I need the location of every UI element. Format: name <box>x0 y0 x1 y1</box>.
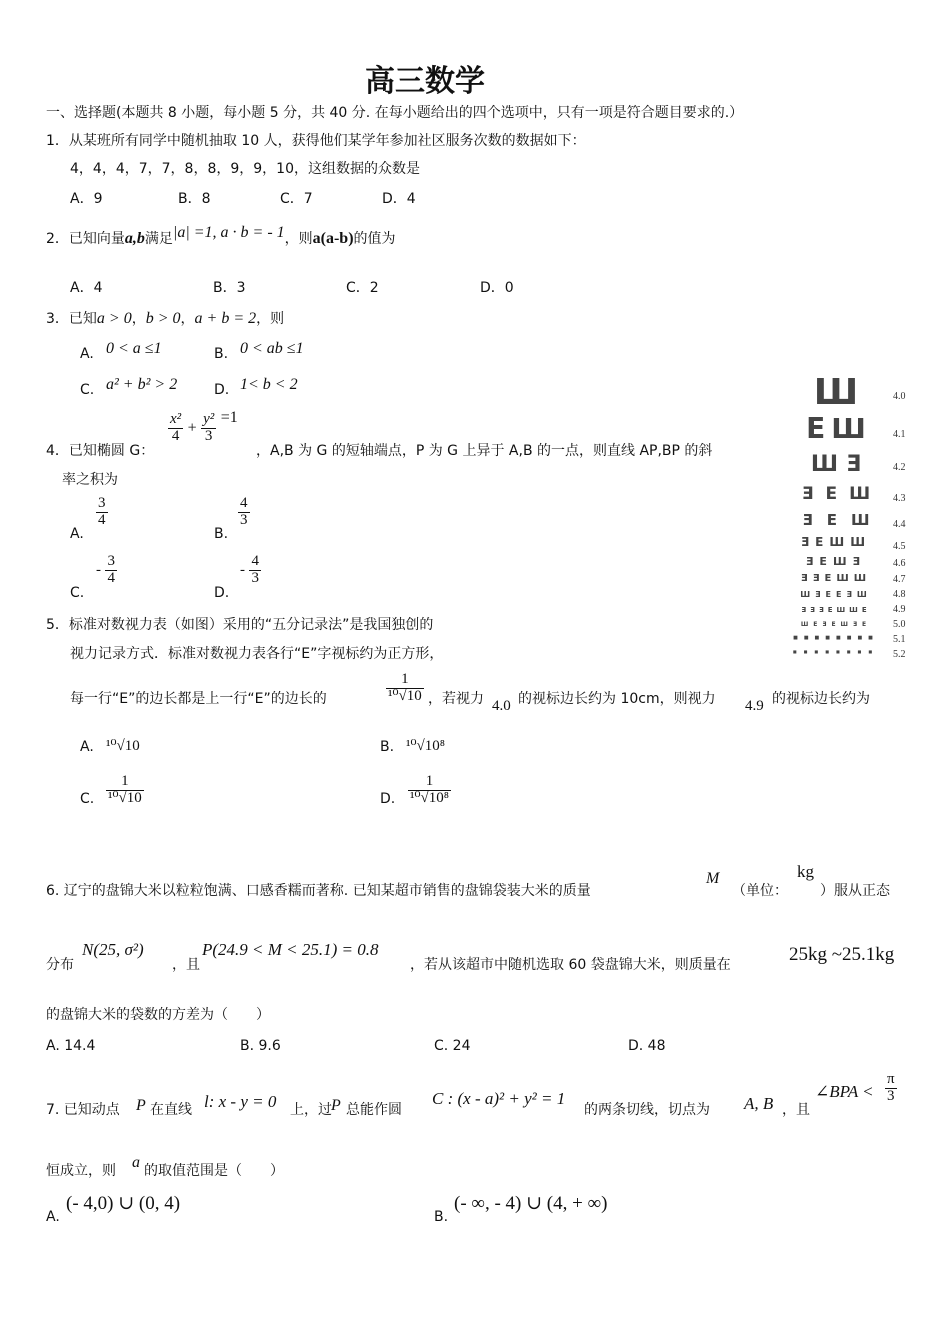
eye-chart-row <box>790 573 882 584</box>
q6-line1b: （单位： <box>732 883 788 899</box>
q1-data: 4，4，4，7，7，8，8，9，9，10，这组数据的众数是 <box>70 161 420 177</box>
q6-option-b: B. 9.6 <box>240 1038 281 1054</box>
q4-d-sign: - <box>240 561 245 578</box>
q7-point-p-2: P <box>331 1097 341 1114</box>
e-symbol-icon: Ш <box>813 372 859 413</box>
q4-x-num: x² <box>170 411 182 427</box>
q7-angle: ∠BPA < <box>815 1082 874 1101</box>
eye-chart-row <box>790 535 882 549</box>
q5-line1: 5．标准对数视力表（如图）采用的“五分记录法”是我国独创的 <box>46 617 434 633</box>
q7-line-equation: l: x - y = 0 <box>204 1092 277 1111</box>
q3-option-b-math: 0 < ab ≤1 <box>240 340 304 357</box>
eye-chart-row <box>790 606 882 614</box>
q6-unit: kg <box>797 862 814 881</box>
q4-option-c-label: C. <box>70 585 85 601</box>
q5-option-d-frac <box>408 774 451 807</box>
q4-stem: ，A,B 为 G 的短轴端点，P 为 G 上异于 A,B 的一点，则直线 AP,BP 的斜 <box>256 443 713 459</box>
q6-mass-var: M <box>706 870 720 887</box>
q5-option-a-math: ¹⁰√10 <box>106 738 140 754</box>
q1-option-c: C．7 <box>280 191 313 207</box>
chart-value: 4.0 <box>893 391 906 402</box>
q2-option-d: D．0 <box>480 280 514 296</box>
q2-condition: |a| =1, a · b = - 1 <box>172 224 285 241</box>
q4-d-den: 3 <box>251 569 259 586</box>
q5-line3c: 的视标边长约为 10cm，则视力 <box>518 691 716 707</box>
q5-line3a: 每一行“E”的边长都是上一行“E”的边长的 <box>70 691 327 707</box>
q4-ellipse-equation: $\frac{\text{x²}}{4}$ + $\frac{\text{y²}}{3}$ =1 <box>170 409 238 444</box>
q3-prefix: 3．已知 <box>46 311 97 327</box>
q3-option-a-label: A. <box>80 346 94 362</box>
q2-option-c: C．2 <box>346 280 379 296</box>
q4-prefix: 4．已知椭圆 G： <box>46 443 155 459</box>
q5-d-num: 1 <box>408 774 451 791</box>
q4-stem-line2: 率之积为 <box>62 472 118 488</box>
q3-option-d-math: 1< b < 2 <box>240 376 298 393</box>
chart-value: 4.7 <box>893 574 906 585</box>
q2-expression: a(a-b) <box>312 230 354 247</box>
chart-value: 5.0 <box>893 619 906 630</box>
page-title: 高三数学 <box>365 64 485 99</box>
e-symbol-icon: ƎΕШƎ <box>805 555 867 568</box>
q7-line1d: 总能作圆 <box>346 1102 402 1118</box>
e-symbol-icon: Ǝ <box>802 511 813 529</box>
chart-value: 5.2 <box>893 649 906 660</box>
q6-line2b: ，且 <box>172 957 200 973</box>
q7-point-p: P <box>136 1097 146 1114</box>
q5-ratio-den: ¹⁰√10 <box>388 687 422 704</box>
q7-param-a: a <box>132 1154 140 1171</box>
q4-y-den: 3 <box>204 427 213 444</box>
eye-chart-row <box>790 511 882 529</box>
q7-pi-den: 3 <box>887 1087 895 1104</box>
e-symbol-icon: ■■■■■■■■ <box>792 649 880 654</box>
q5-line3b: ，若视力 <box>428 691 484 707</box>
eye-chart-row <box>790 649 882 654</box>
e-symbol-icon: Ε <box>806 412 826 445</box>
q4-option-b-frac <box>238 496 250 529</box>
q7-points-ab: A, B <box>744 1094 774 1113</box>
eye-chart <box>790 368 890 668</box>
q7-pi-frac <box>885 1072 897 1105</box>
q6-line2a: 分布 <box>46 957 74 973</box>
e-symbol-icon: Ε <box>826 511 837 529</box>
q5-vision-1: 4.0 <box>492 698 511 714</box>
q7-line1f: ，且 <box>782 1102 810 1118</box>
q4-a-num: 3 <box>98 495 106 511</box>
q5-option-c-label: C. <box>80 791 95 807</box>
q5-ratio-frac <box>386 672 424 705</box>
q3-option-b-label: B. <box>214 346 229 362</box>
q6-distribution: N(25, σ²) <box>82 940 144 959</box>
q4-y-frac <box>201 412 216 445</box>
e-symbol-icon: Ǝ <box>846 452 862 477</box>
chart-value: 4.4 <box>893 519 906 530</box>
q4-c-sign: - <box>96 561 101 578</box>
q4-x-den: 4 <box>171 427 180 444</box>
q7-line2b: 的取值范围是（ ） <box>144 1163 284 1179</box>
e-symbol-icon: Ш <box>810 452 839 477</box>
q6-option-d: D. 48 <box>628 1038 666 1054</box>
q3-option-d-label: D. <box>214 382 230 398</box>
q7-line1c: 上，过 <box>290 1102 332 1118</box>
q5-option-a-label: A. <box>80 739 94 755</box>
q7-option-a-label: A. <box>46 1209 60 1225</box>
q1-stem: 1．从某班所有同学中随机抽取 10 人，获得他们某学年参加社区服务次数的数据如下： <box>46 133 586 149</box>
eye-chart-row <box>790 555 882 568</box>
q1-option-d: D．4 <box>382 191 416 207</box>
q2-end: 的值为 <box>353 231 396 247</box>
eye-chart-row <box>790 372 882 413</box>
q7-option-b-math: (- ∞, - 4) ∪ (4, + ∞) <box>454 1193 608 1214</box>
q3-option-a-math: 0 < a ≤1 <box>106 340 162 357</box>
q3-option-c-label: C. <box>80 382 95 398</box>
e-symbol-icon: ■■■■■■■■ <box>793 635 879 641</box>
chart-value: 5.1 <box>893 634 906 645</box>
q6-option-c: C. 24 <box>434 1038 471 1054</box>
q4-a-den: 4 <box>98 511 106 528</box>
q4-c-den: 4 <box>107 569 115 586</box>
q3-stem: 3．已知a > 0，b > 0，a + b = 2，则 <box>46 310 285 327</box>
q4-rhs: =1 <box>220 409 238 427</box>
q5-ratio-num: 1 <box>386 672 424 689</box>
q7-line1a: 7. 已知动点 <box>46 1102 120 1118</box>
chart-value: 4.8 <box>893 589 906 600</box>
q2-option-b: B．3 <box>213 280 246 296</box>
q4-option-c-frac <box>96 554 117 587</box>
q2-vectors: a,b <box>124 230 145 247</box>
e-symbol-icon: ƎΕШШ <box>800 535 872 549</box>
q4-option-d-frac <box>240 554 261 587</box>
q6-line1c: ）服从正态 <box>820 883 890 899</box>
q2-prefix: 2．已知向量 <box>46 231 125 247</box>
q2-stem <box>46 224 396 248</box>
q6-option-a: A. 14.4 <box>46 1038 96 1054</box>
q4-d-num: 4 <box>251 553 259 569</box>
q7-line1b: 在直线 <box>150 1102 192 1118</box>
eye-chart-row <box>790 412 882 445</box>
e-symbol-icon: Ш <box>850 511 870 529</box>
q2-suffix: ，则 <box>284 231 313 247</box>
q4-b-num: 4 <box>240 495 248 511</box>
e-symbol-icon: ƎƎΕШШ <box>800 573 872 584</box>
q5-option-b-label: B. <box>380 739 395 755</box>
q3-cond-1: a > 0 <box>96 310 132 327</box>
q3-suffix: ，则 <box>256 311 285 327</box>
q1-option-b: B．8 <box>178 191 211 207</box>
e-symbol-icon: Ǝ <box>801 484 814 504</box>
q3-cond-2: b > 0 <box>145 310 181 327</box>
q3-cond-3: a + b = 2 <box>194 310 257 327</box>
q7-line2a: 恒成立，则 <box>46 1163 116 1179</box>
q5-vision-2: 4.9 <box>745 698 764 714</box>
q7-line1e: 的两条切线，切点为 <box>584 1102 710 1118</box>
e-symbol-icon: Ш <box>849 484 871 504</box>
q6-line3: 的盘锦大米的袋数的方差为（ ） <box>46 1007 270 1023</box>
eye-chart-row <box>790 484 882 504</box>
q7-circle-equation: C : (x - a)² + y² = 1 <box>432 1089 566 1108</box>
q5-option-b-math: ¹⁰√10⁸ <box>406 738 445 754</box>
e-symbol-icon: ШΕƎΕШƎΕ <box>800 621 872 628</box>
q4-b-den: 3 <box>240 511 248 528</box>
q7-option-b-label: B. <box>434 1209 449 1225</box>
q6-probability: P(24.9 < M < 25.1) = 0.8 <box>202 940 379 959</box>
q5-line3d: 的视标边长约为 <box>772 691 870 707</box>
q6-range: 25kg ~25.1kg <box>789 944 895 965</box>
q6-line2c: ，若从该超市中随机选取 60 袋盘锦大米，则质量在 <box>410 957 731 973</box>
eye-chart-row <box>790 621 882 628</box>
section-heading: 一、选择题(本题共 8 小题，每小题 5 分，共 40 分. 在每小题给出的四个选项中，只有一项是符合题目要求的.） <box>46 105 744 121</box>
e-symbol-icon: ШƎΕΕƎШ <box>800 590 872 599</box>
q5-c-num: 1 <box>106 774 144 791</box>
q6-line1a: 6. 辽宁的盘锦大米以粒粒饱满、口感香糯而著称. 已知某超市销售的盘锦袋装大米的质量 <box>46 883 591 899</box>
chart-value: 4.6 <box>893 558 906 569</box>
q3-option-c-math: a² + b² > 2 <box>106 376 178 393</box>
q5-option-c-frac <box>106 774 144 807</box>
q5-line2: 视力记录方式．标准对数视力表各行“E”字视标约为正方形， <box>70 646 444 662</box>
chart-value: 4.3 <box>893 493 906 504</box>
q2-option-a: A．4 <box>70 280 103 296</box>
e-symbol-icon: Ε <box>825 484 838 504</box>
q7-option-a-math: (- 4,0) ∪ (0, 4) <box>66 1193 181 1214</box>
q7-pi-num: π <box>887 1071 895 1087</box>
q4-option-b-label: B. <box>214 526 229 542</box>
eye-chart-row <box>790 635 882 641</box>
q1-option-a: A．9 <box>70 191 103 207</box>
q4-x-frac <box>168 412 183 445</box>
q4-option-a-frac <box>96 496 108 529</box>
q4-y-num: y² <box>203 411 215 427</box>
chart-value: 4.2 <box>893 462 906 473</box>
q4-option-a-label: A. <box>70 526 84 542</box>
chart-value: 4.1 <box>893 429 906 440</box>
q4-option-d-label: D. <box>214 585 230 601</box>
q4-c-num: 3 <box>107 553 115 569</box>
e-symbol-icon: Ш <box>831 412 866 445</box>
q5-d-den: ¹⁰√10⁸ <box>410 789 449 806</box>
e-symbol-icon: ƎƎƎΕШШΕ <box>801 606 871 614</box>
chart-value: 4.5 <box>893 541 906 552</box>
q2-mid: 满足 <box>144 231 173 247</box>
eye-chart-row <box>790 452 882 477</box>
q5-c-den: ¹⁰√10 <box>108 789 142 806</box>
eye-chart-row <box>790 590 882 599</box>
chart-value: 4.9 <box>893 604 906 615</box>
q5-option-d-label: D. <box>380 791 396 807</box>
